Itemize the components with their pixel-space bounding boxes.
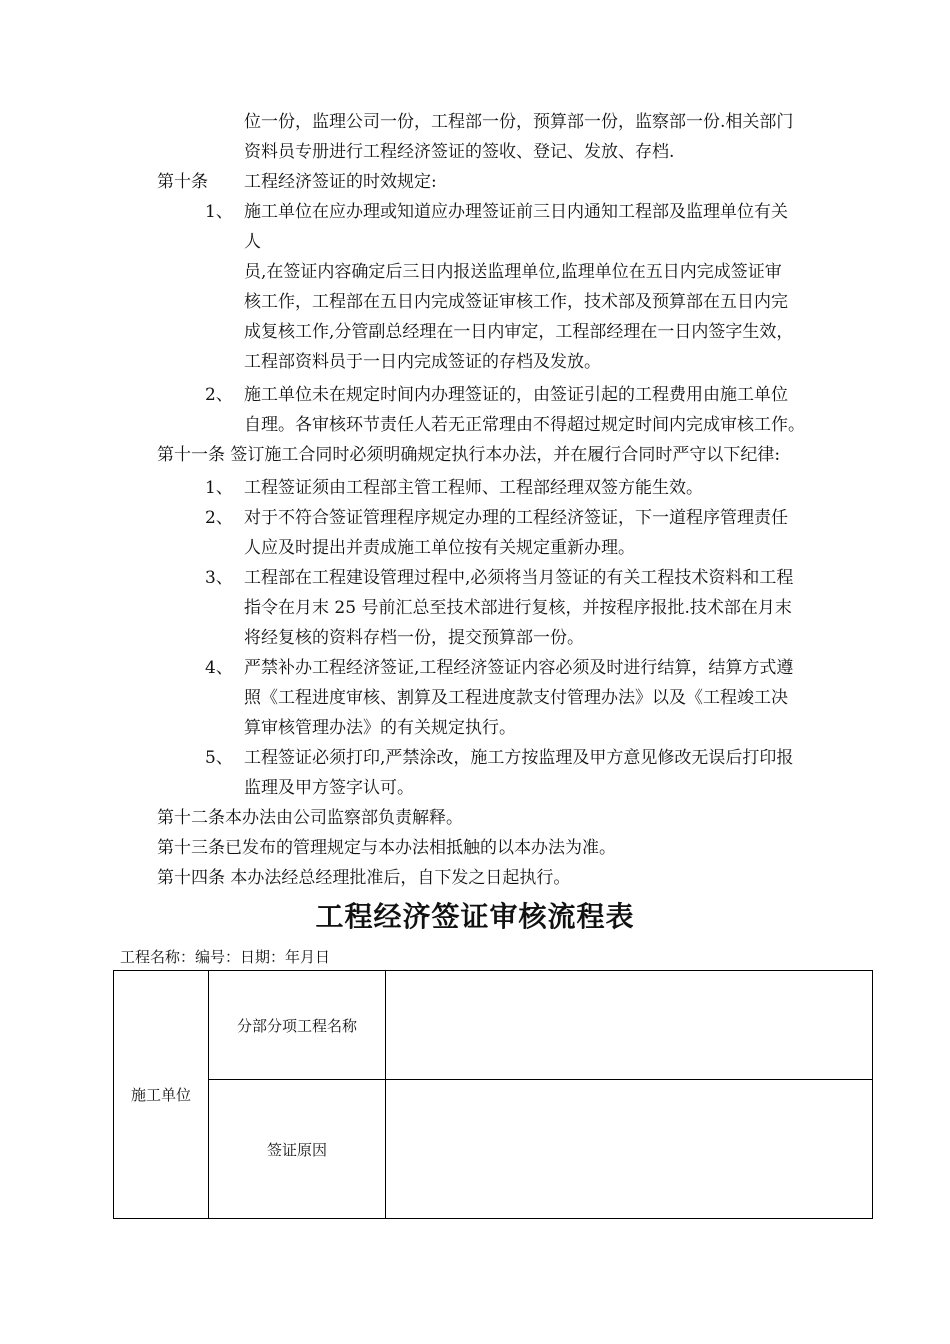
subproject-name-field[interactable] bbox=[386, 971, 873, 1080]
article-13: 第十三条已发布的管理规定与本办法相抵触的以本办法为准。 bbox=[157, 838, 616, 858]
item-number: 2、 bbox=[205, 508, 233, 528]
text-line: 照《工程进度审核、割算及工程进度款支付管理办法》以及《工程竣工决 bbox=[244, 688, 788, 708]
article-12: 第十二条本办法由公司监察部负责解释。 bbox=[157, 808, 463, 828]
text-line: 人 bbox=[244, 232, 261, 252]
text-line: 施工单位未在规定时间内办理签证的，由签证引起的工程费用由施工单位 bbox=[244, 385, 788, 405]
text-line: 员,在签证内容确定后三日内报送监理单位,监理单位在五日内完成签证审 bbox=[244, 262, 782, 282]
text-line: 自理。各审核环节责任人若无正常理由不得超过规定时间内完成审核工作。 bbox=[244, 415, 805, 435]
review-form-table bbox=[113, 970, 873, 1219]
text-line: 位一份，监理公司一份，工程部一份，预算部一份，监察部一份.相关部门 bbox=[244, 112, 794, 132]
text-line: 工程部在工程建设管理过程中,必须将当月签证的有关工程技术资料和工程 bbox=[244, 568, 794, 588]
text-line: 算审核管理办法》的有关规定执行。 bbox=[244, 718, 516, 738]
article-14: 第十四条 本办法经总经理批准后，自下发之日起执行。 bbox=[157, 868, 571, 888]
item-number: 5、 bbox=[205, 748, 233, 768]
item-number: 1、 bbox=[205, 478, 233, 498]
reason-field[interactable] bbox=[386, 1080, 873, 1219]
row-header-label: 施工单位 bbox=[130, 1086, 191, 1104]
text-line: 工程签证须由工程部主管工程师、工程部经理双签方能生效。 bbox=[244, 478, 703, 498]
item-number: 1、 bbox=[205, 202, 233, 222]
text-line: 施工单位在应办理或知道应办理签证前三日内通知工程部及监理单位有关 bbox=[244, 202, 788, 222]
field-label-cell bbox=[209, 971, 386, 1080]
text-line: 监理及甲方签字认可。 bbox=[244, 778, 414, 798]
text-line: 工程签证必须打印,严禁涂改，施工方按监理及甲方意见修改无误后打印报 bbox=[244, 748, 794, 768]
article-10-label: 第十条 bbox=[157, 172, 208, 192]
text-line: 工程部资料员于一日内完成签证的存档及发放。 bbox=[244, 352, 601, 372]
row-header-cell bbox=[114, 971, 209, 1219]
reason-label: 签证原因 bbox=[266, 1140, 327, 1159]
text-line: 将经复核的资料存档一份，提交预算部一份。 bbox=[244, 628, 584, 648]
text-line: 核工作，工程部在五日内完成签证审核工作，技术部及预算部在五日内完 bbox=[244, 292, 788, 312]
item-number: 2、 bbox=[205, 385, 233, 405]
article-10-heading: 工程经济签证的时效规定: bbox=[244, 172, 437, 192]
text-line: 人应及时提出并责成施工单位按有关规定重新办理。 bbox=[244, 538, 635, 558]
text-line: 成复核工作,分管副总经理在一日内审定，工程部经理在一日内签字生效， bbox=[244, 322, 794, 342]
item-number: 3、 bbox=[205, 568, 233, 588]
item-number: 4、 bbox=[205, 658, 233, 678]
text-line: 对于不符合签证管理程序规定办理的工程经济签证，下一道程序管理责任 bbox=[244, 508, 788, 528]
text-line: 指令在月末 25 号前汇总至技术部进行复核，并按程序报批.技术部在月末 bbox=[244, 598, 792, 618]
article-11: 第十一条 签订施工合同时必须明确规定执行本办法，并在履行合同时严守以下纪律: bbox=[157, 445, 781, 465]
text-line: 资料员专册进行工程经济签证的签收、登记、发放、存档. bbox=[244, 142, 675, 162]
form-meta: 工程名称：编号：日期：年月日 bbox=[120, 948, 331, 966]
field-label-cell bbox=[209, 1080, 386, 1219]
subproject-name-label: 分部分项工程名称 bbox=[236, 1016, 357, 1035]
form-title: 工程经济签证审核流程表 bbox=[315, 900, 635, 933]
text-line: 严禁补办工程经济签证,工程经济签证内容必须及时进行结算，结算方式遵 bbox=[244, 658, 794, 678]
